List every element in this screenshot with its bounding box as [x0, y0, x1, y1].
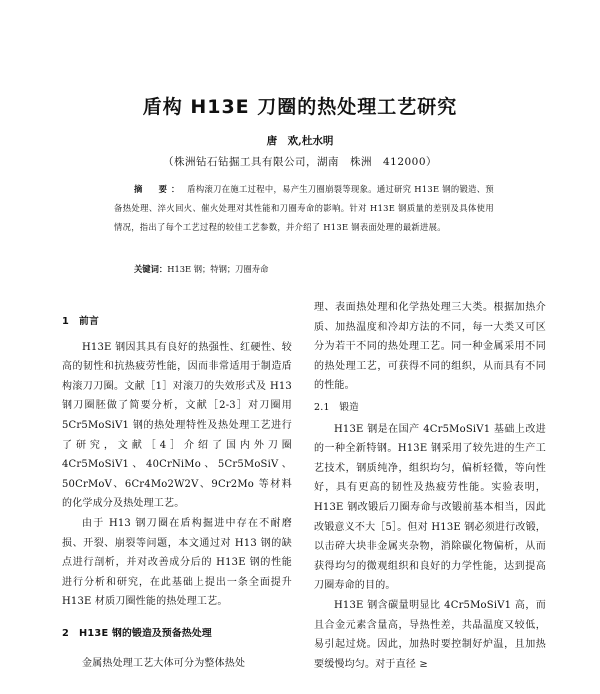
paper-title: 盾构 H13E 刀圈的热处理工艺研究 — [142, 96, 458, 118]
left-paragraph-2: 由于 H13 钢刀圈在盾构掘进中存在不耐磨损、开裂、崩裂等问题，本文通过对 H13 钢的缺点进行剖析，并对改善成分后的 H13E 钢的性能进行分析和研究，在此基础上提出一条全面提升 H13E 材质刀圈性能的热处理工艺。 — [62, 517, 292, 608]
paper-affiliation: （株洲钻石钻掘工具有限公司，湖南 株洲 412000） — [162, 156, 438, 168]
abstract-label: 摘 要： — [134, 184, 184, 194]
keywords-block — [134, 262, 494, 276]
keywords-text: H13E 钢；特钢；刀圈寿命 — [167, 264, 269, 274]
right-paragraph-2: H13E 钢是在国产 4Cr5MoSiV1 基础上改进的一种全新特钢。H13E 钢采用了较先进的生产工艺技术，钢质纯净，组织均匀，偏析轻微，等向性好，具有更高的韧性及热疲劳性能。实验表明，H13E 钢改锻后刀圈寿命与改锻前基本相当，因此改锻意义不大［5］。但对 H13E 钢必须进行改锻，以击碎大块非金属夹杂物，消除碳化物偏析，从而获得均匀的微观组织和良好的力学性能，达到提高刀圈寿命的目的。 — [314, 423, 546, 592]
left-column — [62, 312, 292, 673]
keywords-label: 关键词： — [134, 264, 168, 274]
left-paragraph-3: 金属热处理工艺大体可分为整体热处 — [82, 657, 246, 669]
abstract-text: 盾构滚刀在施工过程中，易产生刀圈崩裂等现象。通过研究 H13E 钢的锻造、预备热处理、淬火回火、催火处理对其性能和刀圈寿命的影响。针对 H13E 钢质量的差别及具体使用情况，指出了每个工艺过程的较佳工艺参数，并介绍了 H13E 钢表面处理的最新进展。 — [114, 184, 494, 232]
right-paragraph-1: 理、表面热处理和化学热处理三大类。根据加热介质、加热温度和冷却方法的不同，每一大类又可区分为若干不同的热处理工艺。同一种金属采用不同的热处理工艺，可获得不同的组织，从而具有不同的性能。 — [314, 302, 546, 392]
right-column — [314, 298, 546, 674]
section-1-heading: 1 前言 — [62, 316, 100, 327]
section-2-heading: 2 H13E 钢的锻造及预备热处理 — [62, 627, 212, 639]
abstract-block — [114, 180, 494, 237]
subsection-2-1-heading: 2.1 锻造 — [314, 401, 359, 413]
right-paragraph-3: H13E 钢含碳量明显比 4Cr5MoSiV1 高，而且合金元素含量高，导热性差，共晶温度又较低，易引起过烧。因此，加热时要控制好炉温，且加热要缓慢均匀。对于直径 ≥ — [314, 599, 546, 670]
paper-authors: 唐 欢,杜水明 — [266, 135, 334, 147]
left-paragraph-1: H13E 钢因其具有良好的热强性、红硬性、较高的韧性和抗热疲劳性能，因而非常适用于制造盾构滚刀刀圈。文献［1］对滚刀的失效形式及 H13 钢刀圈胚做了简要分析，文献［2-3］对刀圈用 5Cr5MoSiV1 钢的热处理特性及热处理工艺进行了研究，文献［4］介绍了国内外刀圈 4Cr5MoSiV1、40CrNiMo、5Cr5MoSiV、50CrMoV、6Cr4Mo2W2V、9Cr2Mo 等材料的化学成分及热处理工艺。 — [62, 341, 292, 510]
